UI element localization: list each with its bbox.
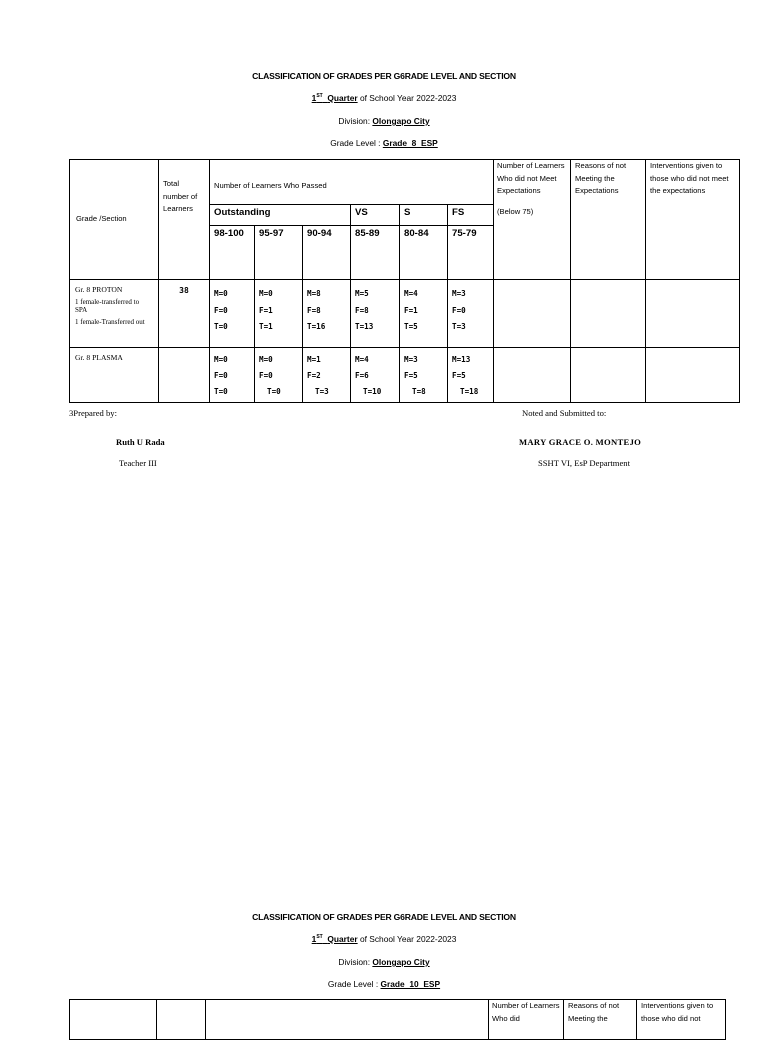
noted-name: MARY GRACE O. MONTEJO xyxy=(519,437,642,447)
grade-cell: M=5 F=8 T=13 xyxy=(351,280,400,348)
preparer-title: Teacher III xyxy=(119,458,157,468)
grade-cell: M=1 F=2 T=3 xyxy=(303,348,351,403)
page2-header-passed xyxy=(206,1000,489,1040)
section-cell xyxy=(70,280,159,348)
grade-cell: M=4 F=1 T=5 xyxy=(400,280,448,348)
interventions-cell xyxy=(646,280,740,348)
page1-division-value: Olongapo City xyxy=(372,116,430,126)
header-not-meet: Number of Learners Who did not Meet Expectations (Below 75) xyxy=(494,160,571,280)
page2-title: CLASSIFICATION OF GRADES PER G6RADE LEVEL AND SECTION xyxy=(252,912,516,922)
header-fs: FS xyxy=(448,205,494,226)
grades-table xyxy=(69,159,740,403)
grade-cell: M=8 F=8 T=16 xyxy=(303,280,351,348)
grade-cell: M=0 F=0 T=0 xyxy=(210,280,255,348)
header-grade-section: Grade /Section xyxy=(70,160,159,280)
page2-grade-level-line: Grade Level : Grade 10 ESP xyxy=(327,979,441,989)
table-row xyxy=(70,348,740,403)
grade-cell: M=0 F=1 T=1 xyxy=(255,280,303,348)
page2-header-reasons: Reasons of not Meeting the xyxy=(564,1000,637,1040)
grade-cell: M=0 F=0 T=0 xyxy=(210,348,255,403)
page2-division-line: Division: Olongapo City xyxy=(338,957,430,967)
section-note: 1 female-Transferred out xyxy=(75,317,145,326)
page2-quarter: 1ST Quarter xyxy=(311,934,358,944)
range-85-89: 85-89 xyxy=(351,226,400,280)
page2-division-value: Olongapo City xyxy=(372,957,430,967)
total-learners-value: 38 xyxy=(159,280,210,348)
page1-division-line: Division: Olongapo City xyxy=(338,116,430,126)
header-interventions: Interventions given to those who did not meet the expectations xyxy=(646,160,740,280)
header-vs: VS xyxy=(351,205,400,226)
preparer-name: Ruth U Rada xyxy=(116,437,165,447)
page2-header-interventions: Interventions given to those who did not xyxy=(637,1000,726,1040)
section-note: 1 female-transferred to SPA xyxy=(75,298,140,315)
page1-quarter-line xyxy=(0,93,768,103)
not-meet-cell xyxy=(494,348,571,403)
section-name: Gr. 8 PROTON xyxy=(75,285,123,294)
range-80-84: 80-84 xyxy=(400,226,448,280)
prepared-by-label: 3Prepared by: xyxy=(69,408,117,418)
page2-quarter-line xyxy=(0,934,768,944)
header-s: S xyxy=(400,205,448,226)
page1-school-year: of School Year 2022-2023 xyxy=(359,93,457,103)
page1-grade-level-line: Grade Level : Grade 8 ESP xyxy=(330,138,438,148)
grade-cell: M=3 F=5 T=8 xyxy=(400,348,448,403)
header-passed: Number of Learners Who Passed xyxy=(210,160,494,205)
header-total-learners: Total number of Learners xyxy=(159,160,210,280)
grade-cell: M=3 F=0 T=3 xyxy=(448,280,494,348)
range-95-97: 95-97 xyxy=(255,226,303,280)
reasons-cell xyxy=(571,280,646,348)
reasons-cell xyxy=(571,348,646,403)
grade-cell: M=0 F=0 T=0 xyxy=(255,348,303,403)
grade-cell: M=4 F=6 T=10 xyxy=(351,348,400,403)
header-outstanding: Outstanding xyxy=(210,205,351,226)
page2-header-grade-section xyxy=(70,1000,157,1040)
page2-header-not-meet: Number of Learners Who did xyxy=(489,1000,564,1040)
total-learners-value xyxy=(159,348,210,403)
not-meet-cell xyxy=(494,280,571,348)
page1-quarter: 1ST Quarter xyxy=(311,93,358,103)
page1-title: CLASSIFICATION OF GRADES PER G6RADE LEVEL AND SECTION xyxy=(252,71,516,81)
noted-label: Noted and Submitted to: xyxy=(522,408,607,418)
range-98-100: 98-100 xyxy=(210,226,255,280)
table-row xyxy=(70,280,740,348)
page2-school-year: of School Year 2022-2023 xyxy=(359,934,457,944)
range-90-94: 90-94 xyxy=(303,226,351,280)
grades-table-page2 xyxy=(69,999,726,1040)
section-cell xyxy=(70,348,159,403)
page1-grade-level-value: Grade 8 ESP xyxy=(382,138,438,148)
page2-grade-level-value: Grade 10 ESP xyxy=(380,979,441,989)
header-reasons: Reasons of not Meeting the Expectations xyxy=(571,160,646,280)
range-75-79: 75-79 xyxy=(448,226,494,280)
page2-header-total xyxy=(157,1000,206,1040)
section-name: Gr. 8 PLASMA xyxy=(75,353,123,362)
grade-cell: M=13 F=5 T=18 xyxy=(448,348,494,403)
noted-title: SSHT VI, EsP Department xyxy=(538,458,630,468)
interventions-cell xyxy=(646,348,740,403)
